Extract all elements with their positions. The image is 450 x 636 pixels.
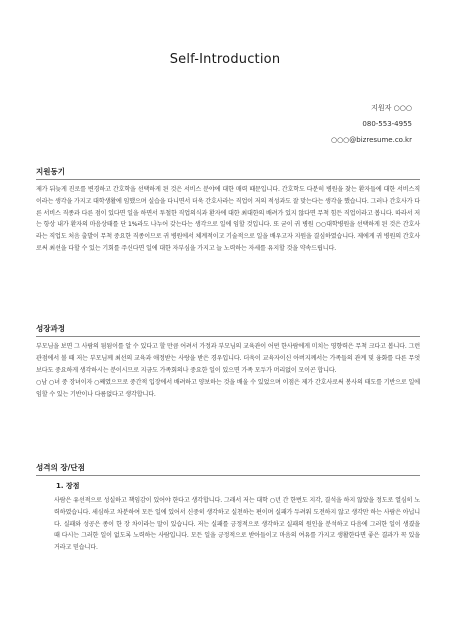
subsection-title: 1. 장점	[56, 482, 80, 490]
section-upbringing	[36, 323, 420, 401]
section-motivation	[36, 166, 420, 255]
section-paragraph: 사람은 유선적으로 성실하고 책임감이 있어야 한다고 생각합니다. 그래서 저는 대학 ○년 간 한번도 지각, 결석을 하지 않았을 정도로 열심히 노력하였습니다. 세심하고 차분하여 모든 일에 있어서 신중히 생각하고 실천하는 편이며 실패가 두려워 도전하지 않고 생각만 하는 사람은 아닙니다. 실패와 성공은 종이 한 장 차이라는 말이 있습니다. 저는 실패를 긍정적으로 생각하고 실패의 원인을 분석하고 다음에 그러한 일이 생겼을 때 다시는 그러한 일이 없도록 노력하는 사람입니다. 모든 일을 긍정적으로 받아들이고 마음의 여유를 가지고 생활한다면 좋은 결과가 꼭 있을 거라고 믿습니다.	[54, 497, 420, 552]
section-divider	[36, 336, 420, 337]
section-title: 성장과정	[36, 324, 65, 333]
section-divider	[36, 475, 420, 476]
applicant-phone: 080-553-4955	[362, 120, 412, 128]
section-divider	[36, 179, 420, 180]
section-title: 지원동기	[36, 167, 65, 176]
applicant-info	[331, 100, 412, 148]
section-paragraph: 부모님을 보면 그 사람의 됨됨이를 알 수 있다고 할 만큼 어려서 가정과 부모님의 교육관이 어떤 한사람에게 미치는 영향력은 무척 크다고 봅니다. 그런 관점에서 볼 때 저는 부모님께 최선의 교육과 애정받는 사랑을 받은 경우입니다. 더욱이 교육자이신 아버지께서는 가족들의 관계 및 융화를 다른 무엇보다도 중요하게 생각하시는 분이시므로 지금도 가족회의나 중요한 일이 있으면 가족 모두가 머리없이 모이곤 합니다.	[36, 343, 420, 374]
section-title: 성격의 장/단점	[36, 463, 85, 472]
applicant-name: 지원자 ○○○	[371, 104, 412, 112]
section-paragraph: ○남 ○녀 중 장녀이자 ○째였으므로 중간적 입장에서 배려하고 양보하는 것을 배울 수 있었으며 이점은 제가 간호사로써 봉사의 태도를 기반으로 일에 임할 수 있는 기반이나 다름없다고 생각합니다.	[36, 379, 420, 399]
section-paragraph: 제가 뒤늦게 진로를 변경하고 간호학을 선택하게 된 것은 서비스 분야에 대한 매력 때문입니다. 간호학도 다분히 병원을 찾는 환자들에 대한 서비스직이라는 생각을 가지고 대학생활에 임했으며 실습을 다니면서 더욱 간호사라는 직업이 저의 적성과도 잘 맞는다는 생각을 했습니다. 그러나 간호사가 다른 서비스 직종과 다른 점이 있다면 일을 하면서 투철한 직업의식과 환자에 대한 최대한의 배려가 있지 않다면 무척 힘든 직업이라고 봅니다. 따라서 저는 항상 내가 환자의 마음상태를 단 1%라도 나누어 갖는다는 생각으로 일에 임할 것입니다. 또 굳이 귀 병원 ○○대학병원을 선택하게 된 것은 간호사라는 직업도 처음 출발이 무척 중요한 직종이므로 귀 병원에서 체계적이고 기술적으로 일을 배우고자 지원을 결심하였습니다. 제에게 귀 병원의 간호사로써 최선을 다할 수 있는 기회를 주신다면 일에 대한 자부심을 가지고 늘 노력하는 자세를 유지할 것을 약속드립니다.	[36, 186, 420, 252]
document-title: Self-Introduction	[169, 52, 281, 67]
section-personality	[36, 462, 420, 554]
applicant-email: ○○○@bizresume.co.kr	[330, 136, 412, 144]
